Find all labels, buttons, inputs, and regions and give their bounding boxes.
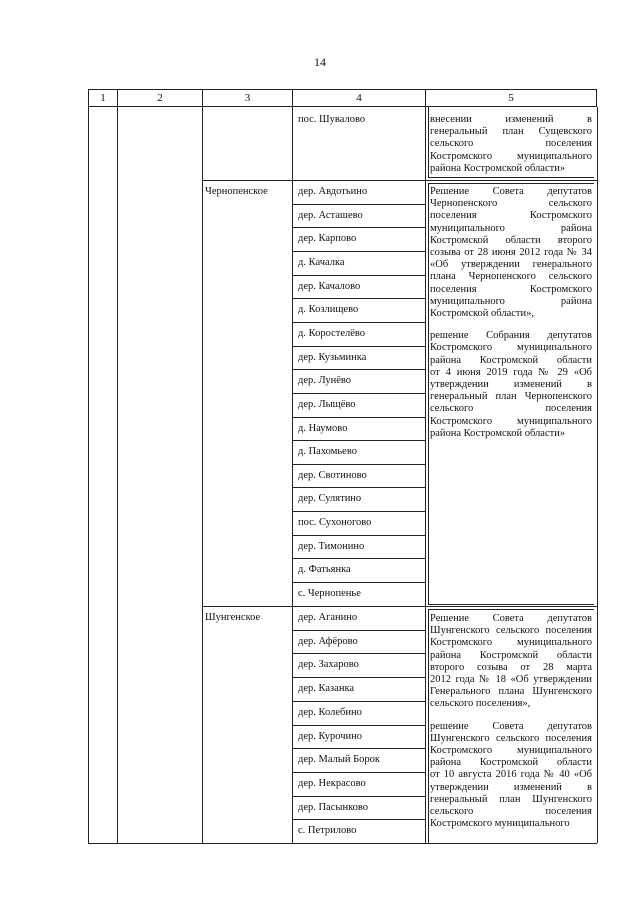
document-line: решение Совета депутатов [430, 720, 592, 732]
document-line: Костромской области», [430, 308, 535, 320]
document-line: сельского поселения [430, 403, 592, 415]
doc-box-line [428, 609, 429, 843]
village-name: дер. Тимонино [298, 541, 365, 552]
document-line: Костромского муниципального [430, 745, 592, 757]
doc-box-line [428, 177, 594, 178]
document-line: Шунгенского сельского поселения [430, 625, 592, 637]
village-row-divider [292, 748, 425, 749]
table-header-col-1: 1 [88, 89, 118, 107]
document-line: района Костромской области [430, 757, 592, 769]
village-row-divider [292, 677, 425, 678]
document-line: плана Чернопенского сельского [430, 271, 592, 283]
table-header-col-5: 5 [425, 89, 597, 107]
document-line: второго созыва от 28 марта [430, 661, 592, 673]
document-line: Костромского муниципального [430, 150, 592, 162]
document-line: Костромского муниципального [430, 637, 592, 649]
village-name: дер. Аганино [298, 612, 358, 623]
row-divider [202, 180, 597, 181]
document-line: сельского поселения [430, 806, 592, 818]
village-name: дер. Захарово [298, 659, 359, 670]
document-line: Костромского муниципального [430, 415, 592, 427]
document-line: генеральный план Сущевского [430, 126, 592, 138]
village-row-divider [292, 464, 425, 465]
settlement-shungenskoe: Шунгенское [205, 612, 261, 623]
document-line: Чернопенского сельского [430, 198, 592, 210]
village-name: дер. Асташево [298, 210, 363, 221]
village-row-divider [292, 417, 425, 418]
village-row-divider [292, 701, 425, 702]
continuation-village: пос. Шувалово [298, 114, 366, 125]
doc-box-line [428, 183, 594, 184]
document-line [430, 320, 592, 330]
village-row-divider [292, 772, 425, 773]
village-row-divider [292, 322, 425, 323]
village-row-divider [292, 275, 425, 276]
document-line: Решение Совета депутатов [430, 186, 592, 197]
village-row-divider [292, 630, 425, 631]
document-text-chernopenskoe [430, 186, 592, 440]
village-name: дер. Казанка [298, 683, 355, 694]
document-line: «Об утверждении генерального [430, 259, 592, 271]
document-line: 2012 года № 18 «Об утверждении [430, 674, 592, 686]
table-header-col-3: 3 [202, 89, 293, 107]
village-row-divider [292, 725, 425, 726]
village-name: дер. Курочино [298, 731, 362, 742]
village-name: дер. Сулятино [298, 493, 362, 504]
table-header-col-2: 2 [117, 89, 203, 107]
document-line: района Костромской области» [430, 427, 566, 439]
village-name: дер. Авдотьино [298, 186, 368, 197]
table-vline [202, 107, 203, 843]
document-line: созыва от 28 июня 2012 года № 34 [430, 247, 592, 259]
village-row-divider [292, 346, 425, 347]
document-line: Генерального плана Шунгенского [430, 686, 592, 698]
document-line: сельского поселения [430, 138, 592, 150]
village-row-divider [292, 393, 425, 394]
village-name: дер. Малый Борок [298, 754, 381, 765]
row-divider [202, 606, 597, 607]
village-row-divider [292, 582, 425, 583]
village-name: пос. Сухоногово [298, 517, 372, 528]
village-name: дер. Лыщёво [298, 399, 356, 410]
village-name: д. Коростелёво [298, 328, 366, 339]
village-name: д. Козлищево [298, 304, 359, 315]
village-name: дер. Лунёво [298, 375, 352, 386]
document-line: утверждении изменений в [430, 781, 592, 793]
document-line: Костромского муниципального [430, 818, 570, 830]
document-line: решение Собрания депутатов [430, 330, 592, 342]
document-line: Решение Совета депутатов [430, 613, 592, 624]
table-vline [117, 107, 118, 843]
village-row-divider [292, 511, 425, 512]
village-name: дер. Некрасово [298, 778, 366, 789]
village-row-divider [292, 298, 425, 299]
table-bottom-border [88, 843, 597, 844]
village-row-divider [292, 440, 425, 441]
village-name: дер. Свотиново [298, 470, 367, 481]
village-row-divider [292, 819, 425, 820]
document-line: Костромской области второго [430, 234, 592, 246]
settlement-chernopenskoe: Чернопенское [205, 186, 268, 197]
village-row-divider [292, 227, 425, 228]
village-name: дер. Качалово [298, 281, 361, 292]
village-row-divider [292, 487, 425, 488]
document-line: района Костромской области [430, 354, 592, 366]
document-text-shungenskoe [430, 613, 592, 830]
village-name: дер. Карпово [298, 233, 357, 244]
document-line: района Костромской области» [430, 162, 566, 174]
table-vline [425, 107, 426, 843]
document-line: сельского поселения», [430, 698, 531, 710]
doc-box-line [428, 604, 594, 605]
village-row-divider [292, 796, 425, 797]
village-name: д. Фатьянка [298, 564, 351, 575]
page-number: 14 [314, 55, 326, 69]
document-line: муниципального района [430, 295, 592, 307]
table-vline [292, 107, 293, 843]
village-row-divider [292, 653, 425, 654]
document-line [430, 711, 592, 721]
table-vline [597, 107, 598, 843]
village-row-divider [292, 535, 425, 536]
document-line: от 4 июня 2019 года № 29 «Об [430, 366, 592, 378]
village-name: дер. Колебино [298, 707, 362, 718]
document-line: генеральный план Шунгенского [430, 793, 592, 805]
table-vline [88, 107, 89, 843]
document-line: поселения Костромского [430, 210, 592, 222]
document-line: муниципального района [430, 222, 592, 234]
document-line: Шунгенского сельского поселения [430, 732, 592, 744]
village-name: с. Петрилово [298, 825, 357, 836]
village-name: д. Пахомьево [298, 446, 357, 457]
document-line: внесении изменений в [430, 114, 592, 125]
document-line: Костромского муниципального [430, 342, 592, 354]
doc-box-line [428, 609, 594, 610]
village-name: д. Наумово [298, 423, 348, 434]
village-row-divider [292, 558, 425, 559]
doc-box-line [428, 107, 429, 177]
continuation-document-text [430, 114, 592, 175]
village-name: дер. Афёрово [298, 636, 358, 647]
village-row-divider [292, 251, 425, 252]
village-row-divider [292, 369, 425, 370]
document-line: района Костромской области [430, 649, 592, 661]
village-name: дер. Кузьминка [298, 352, 367, 363]
document-line: утверждении изменений в [430, 379, 592, 391]
document-line: поселения Костромского [430, 283, 592, 295]
village-name: дер. Пасынково [298, 802, 369, 813]
document-line: от 10 августа 2016 года № 40 «Об [430, 769, 592, 781]
doc-box-line [428, 183, 429, 604]
table-header-col-4: 4 [292, 89, 426, 107]
village-row-divider [292, 204, 425, 205]
document-line: генеральный план Чернопенского [430, 391, 592, 403]
village-name: с. Чернопенье [298, 588, 361, 599]
village-name: д. Качалка [298, 257, 345, 268]
